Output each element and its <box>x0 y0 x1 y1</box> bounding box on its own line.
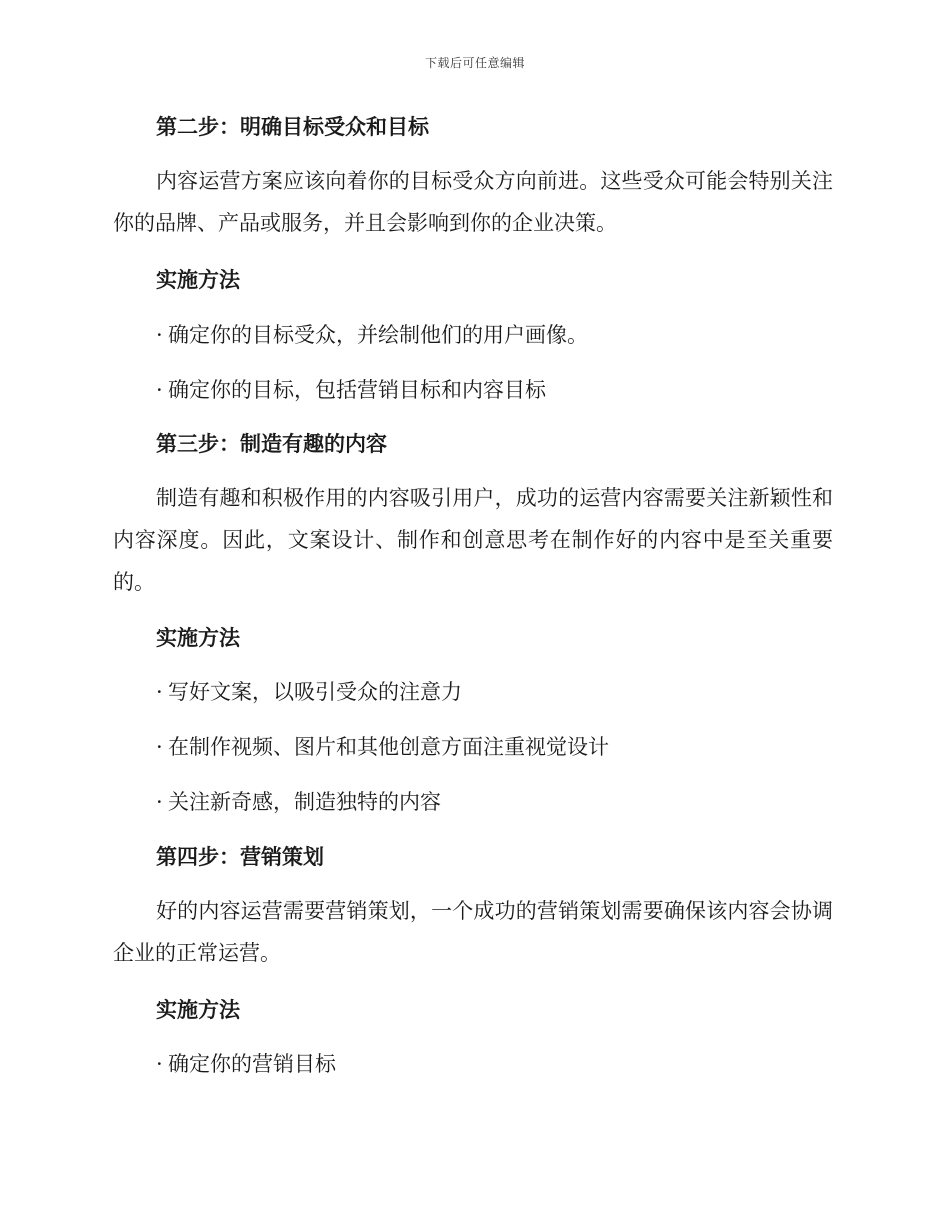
bullet-icon: · <box>156 735 163 759</box>
section-paragraph-step-2: 内容运营方案应该向着你的目标受众方向前进。这些受众可能会特别关注你的品牌、产品或服务，并且会影响到你的企业决策。 <box>113 169 833 235</box>
list-item: · 确定你的营销目标 <box>113 1049 876 1079</box>
bullet-icon: · <box>156 790 163 814</box>
page-header: 下载后可任意编辑 <box>424 56 525 70</box>
method-title-step-3: 实施方法 <box>156 626 240 650</box>
section-heading-step-2: 第二步：明确目标受众和目标 <box>156 115 429 139</box>
list-item: · 确定你的目标受众，并绘制他们的用户画像。 <box>113 320 876 350</box>
list-item: · 关注新奇感，制造独特的内容 <box>113 787 876 817</box>
bullet-icon: · <box>156 680 163 704</box>
bullet-icon: · <box>156 378 163 402</box>
section-paragraph-step-3: 制造有趣和积极作用的内容吸引用户，成功的运营内容需要关注新颖性和内容深度。因此，文案设计、制作和创意思考在制作好的内容中是至关重要的。 <box>113 486 833 594</box>
section-paragraph-step-4: 好的内容运营需要营销策划，一个成功的营销策划需要确保该内容会协调企业的正常运营。 <box>113 899 833 965</box>
section-heading-step-3: 第三步：制造有趣的内容 <box>156 432 387 456</box>
bullet-icon: · <box>156 1052 163 1076</box>
list-item: · 确定你的目标，包括营销目标和内容目标 <box>113 375 876 405</box>
list-item: · 写好文案，以吸引受众的注意力 <box>113 677 876 707</box>
bullet-icon: · <box>156 323 163 347</box>
method-title-step-4: 实施方法 <box>156 998 240 1022</box>
method-title-step-2: 实施方法 <box>156 268 240 292</box>
list-item: · 在制作视频、图片和其他创意方面注重视觉设计 <box>113 732 876 762</box>
section-heading-step-4: 第四步：营销策划 <box>156 845 324 869</box>
